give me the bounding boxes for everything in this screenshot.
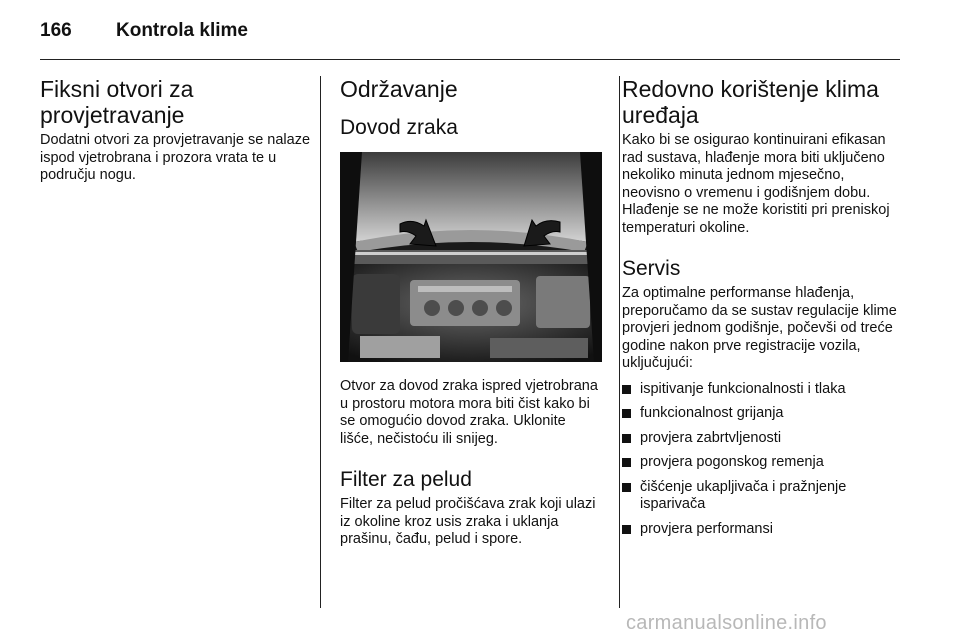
watermark: carmanualsonline.info [626,612,827,634]
list-item: provjera pogonskog remenja [622,454,904,472]
list-item: provjera performansi [622,521,904,539]
list-item: provjera zabrtvljenosti [622,430,904,448]
header-rule [40,59,900,60]
column-3 [622,76,904,545]
bullet-square-icon [622,434,631,443]
list-item: funkcionalnost grijanja [622,405,904,423]
fixed-vents-heading: Fiksni otvori za provjetravanje [40,76,194,128]
pollen-filter-heading: Filter za pelud [340,468,472,491]
bullet-square-icon [622,409,631,418]
bullet-square-icon [622,385,631,394]
service-heading: Servis [622,257,681,280]
air-intake-text: Otvor za dovod zraka ispred vjetrobrana u prostoru motora mora biti čist kako bi se omogućio dovod zraka. Uklonite lišće, nečistoću ili snijeg. [340,378,598,447]
regular-use-heading: Redovno korištenje klima uređaja [622,76,879,128]
page-number: 166 [40,20,72,41]
service-checklist [622,381,904,539]
column-divider-1 [320,76,321,608]
service-text: Za optimalne performanse hlađenja, preporučamo da se sustav regulacije klime provjeri jednom godišnje, počevši od treće godine nakon prve registracije vozila, uključujući: [622,285,897,371]
column-2 [340,76,602,549]
engine-bay-photo [340,152,602,362]
column-divider-2 [619,76,620,608]
bullet-square-icon [622,483,631,492]
maintenance-heading: Održavanje [340,76,458,102]
fixed-vents-text: Dodatni otvori za provjetravanje se nalaze ispod vjetrobrana i prozora vrata te u području nogu. [40,132,311,183]
air-intake-heading: Dovod zraka [340,116,458,139]
regular-use-text: Kako bi se osigurao kontinuirani efikasan rad sustava, hlađenje mora biti uključeno nekoliko minuta jednom mjesečno, neovisno o vremenu i godišnjem dobu. Hlađenje se ne može koristiti pri preniskoj temperaturi okoline. [622,132,890,236]
chapter-title: Kontrola klime [116,20,248,41]
list-item: ispitivanje funkcionalnosti i tlaka [622,381,904,399]
column-1 [40,76,310,185]
page-header [0,0,960,62]
pollen-filter-text: Filter za pelud pročišćava zrak koji ulazi iz okoline kroz usis zraka i uklanja prašinu, čađu, pelud i spore. [340,496,596,547]
bullet-square-icon [622,458,631,467]
list-item: čišćenje ukapljivača i pražnjenje isparivača [622,479,904,514]
bullet-square-icon [622,525,631,534]
